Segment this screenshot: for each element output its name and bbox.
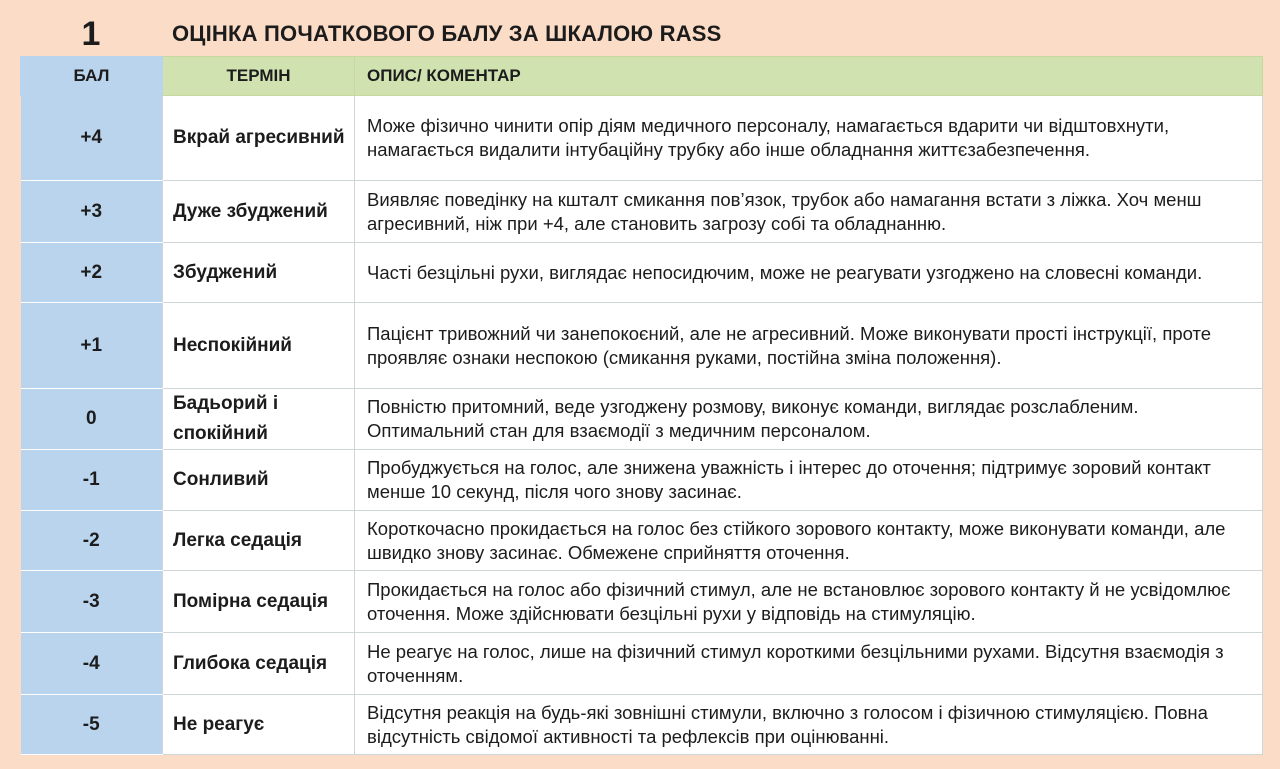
- description-cell: Короткочасно прокидається на голос без стійкого зорового контакту, може виконувати команди, але швидко знову засинає. Обмежене сприйняття оточення.: [355, 511, 1263, 571]
- table-row: [21, 96, 1263, 181]
- table-row: [21, 695, 1263, 755]
- table-row: [21, 243, 1263, 303]
- description-cell: Прокидається на голос або фізичний стимул, але не встановлює зорового контакту й не усвідомлює оточення. Може здійснювати безцільні рухи у відповідь на стимуляцію.: [355, 571, 1263, 633]
- term-cell: Легка седація: [163, 511, 355, 571]
- term-cell: Помірна седація: [163, 571, 355, 633]
- table-row: [21, 571, 1263, 633]
- description-cell: Часті безцільні рухи, виглядає непосидючим, може не реагувати узгоджено на словесні команди.: [355, 243, 1263, 303]
- page-header: [0, 0, 1280, 56]
- term-cell: Бадьорий і спокійний: [163, 389, 355, 450]
- term-cell: Сонливий: [163, 450, 355, 511]
- page-title: ОЦІНКА ПОЧАТКОВОГО БАЛУ ЗА ШКАЛОЮ RASS: [172, 21, 722, 46]
- table-row: [21, 181, 1263, 243]
- score-cell: -3: [21, 571, 163, 633]
- score-cell: -5: [21, 695, 163, 755]
- description-cell: Не реагує на голос, лише на фізичний стимул короткими безцільними рухами. Відсутня взаємодія з оточенням.: [355, 633, 1263, 695]
- column-header-term: ТЕРМІН: [163, 57, 355, 96]
- score-cell: +1: [21, 303, 163, 389]
- description-cell: Відсутня реакція на будь-які зовнішні стимули, включно з голосом і фізичною стимуляцією. Повна відсутність свідомої активності та рефлексів при оцінюванні.: [355, 695, 1263, 755]
- description-cell: Пацієнт тривожний чи занепокоєний, але не агресивний. Може виконувати прості інструкції, проте проявляє ознаки неспокою (смикання руками, постійна зміна положення).: [355, 303, 1263, 389]
- description-cell: Пробуджується на голос, але знижена уважність і інтерес до оточення; підтримує зоровий контакт менше 10 секунд, після чого знову засинає.: [355, 450, 1263, 511]
- section-number: 1: [81, 15, 101, 53]
- score-cell: +4: [21, 96, 163, 181]
- term-cell: Дуже збуджений: [163, 181, 355, 243]
- score-cell: +3: [21, 181, 163, 243]
- table-row: [21, 450, 1263, 511]
- table-header-row: [21, 57, 1263, 96]
- score-cell: -1: [21, 450, 163, 511]
- table-row: [21, 389, 1263, 450]
- score-cell: -4: [21, 633, 163, 695]
- term-cell: Не реагує: [163, 695, 355, 755]
- term-cell: Збуджений: [163, 243, 355, 303]
- description-cell: Повністю притомний, веде узгоджену розмову, виконує команди, виглядає розслабленим. Оптимальний стан для взаємодії з медичним персоналом.: [355, 389, 1263, 450]
- score-cell: +2: [21, 243, 163, 303]
- score-cell: -2: [21, 511, 163, 571]
- table-row: [21, 511, 1263, 571]
- description-cell: Виявляє поведінку на кшталт смикання пов’язок, трубок або намагання встати з ліжка. Хоч менш агресивний, ніж при +4, але становить загрозу собі та обладнанню.: [355, 181, 1263, 243]
- table-row: [21, 303, 1263, 389]
- term-cell: Глибока седація: [163, 633, 355, 695]
- term-cell: Вкрай агресивний: [163, 96, 355, 181]
- column-header-description: ОПИС/ КОМЕНТАР: [355, 57, 1263, 96]
- rass-table: [20, 56, 1263, 755]
- score-cell: 0: [21, 389, 163, 450]
- description-cell: Може фізично чинити опір діям медичного персоналу, намагається вдарити чи відштовхнути, намагається видалити інтубаційну трубку або інше обладнання життєзабезпечення.: [355, 96, 1263, 181]
- column-header-score: БАЛ: [21, 57, 163, 96]
- term-cell: Неспокійний: [163, 303, 355, 389]
- table-row: [21, 633, 1263, 695]
